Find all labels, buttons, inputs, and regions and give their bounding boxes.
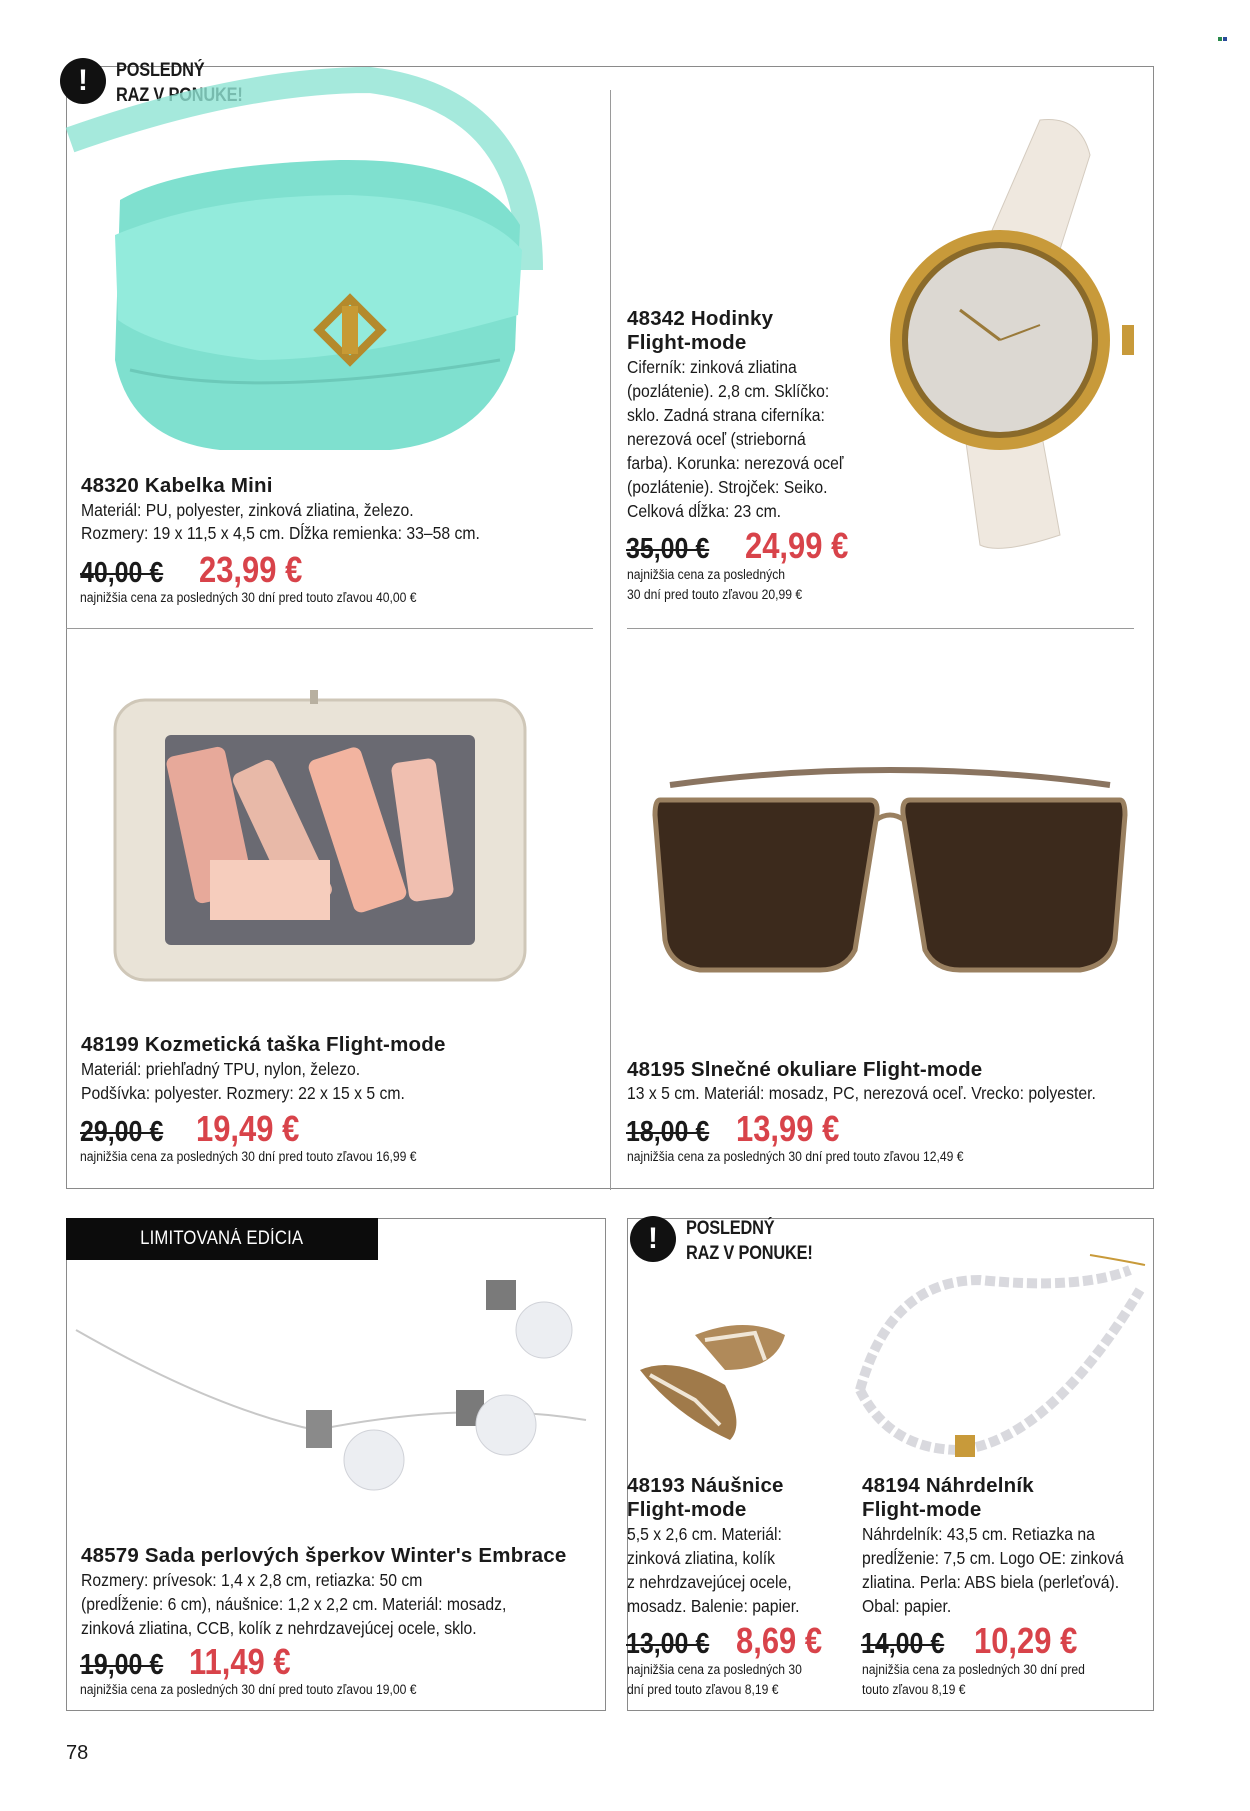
exclamation-icon-2: ! bbox=[630, 1216, 676, 1262]
product-48195-desc-1: 13 x 5 cm. Materiál: mosadz, PC, nerezová oceľ. Vrecko: polyester. bbox=[627, 1083, 1096, 1103]
last-offer-badge-2 bbox=[686, 1216, 813, 1266]
top-divider-left bbox=[66, 628, 593, 629]
product-48320-lowest: najnižšia cena za posledných 30 dní pred touto zľavou 40,00 € bbox=[80, 590, 417, 605]
product-48193-desc-1: 5,5 x 2,6 cm. Materiál: bbox=[627, 1524, 782, 1544]
exclamation-icon: ! bbox=[60, 58, 106, 104]
product-48320-title: 48320 Kabelka Mini bbox=[81, 474, 273, 497]
product-48193-lowest-1: najnižšia cena za posledných 30 bbox=[627, 1662, 802, 1677]
badge-2-line-1: POSLEDNÝ bbox=[686, 1218, 775, 1239]
product-48342-title-1: 48342 Hodinky bbox=[627, 307, 774, 330]
product-48579-desc-2: (predĺženie: 6 cm), náušnice: 1,2 x 2,2 cm. Materiál: mosadz, bbox=[81, 1594, 507, 1614]
necklace-image bbox=[850, 1250, 1150, 1470]
product-48342-new-price: 24,99 € bbox=[745, 525, 849, 566]
product-48194-new-price: 10,29 € bbox=[974, 1620, 1078, 1661]
product-48579-new-price: 11,49 € bbox=[189, 1641, 291, 1682]
product-48579-desc-1: Rozmery: prívesok: 1,4 x 2,8 cm, retiazka: 50 cm bbox=[81, 1570, 423, 1590]
product-48194-desc-3: zliatina. Perla: ABS biela (perleťová). bbox=[862, 1572, 1120, 1592]
product-48195-title: 48195 Slnečné okuliare Flight-mode bbox=[627, 1058, 983, 1081]
product-48194-old-price: 14,00 € bbox=[861, 1628, 945, 1660]
product-48194-lowest-2: touto zľavou 8,19 € bbox=[862, 1682, 966, 1697]
product-48193-desc-2: zinková zliatina, kolík bbox=[627, 1548, 775, 1568]
product-48320-desc-2: Rozmery: 19 x 11,5 x 4,5 cm. Dĺžka remienka: 33–58 cm. bbox=[81, 523, 480, 543]
product-48193-desc-3: z nehrdzavejúcej ocele, bbox=[627, 1572, 792, 1592]
product-48193-lowest-2: dní pred touto zľavou 8,19 € bbox=[627, 1682, 779, 1697]
product-48342-lowest-2: 30 dní pred touto zľavou 20,99 € bbox=[627, 587, 803, 602]
product-48579-desc-3: zinková zliatina, CCB, kolík z nehrdzavejúcej ocele, sklo. bbox=[81, 1618, 477, 1638]
limited-edition-text: LIMITOVANÁ EDÍCIA bbox=[140, 1228, 304, 1249]
product-48342-desc-7: Celková dĺžka: 23 cm. bbox=[627, 501, 782, 521]
limited-edition-label bbox=[66, 1218, 378, 1260]
product-48194-title-1: 48194 Náhrdelník bbox=[862, 1474, 1034, 1497]
product-48579-title: 48579 Sada perlových šperkov Winter's Embrace bbox=[81, 1544, 567, 1567]
product-48194-lowest-1: najnižšia cena za posledných 30 dní pred bbox=[862, 1662, 1085, 1677]
badge-line-2: RAZ V PONUKE! bbox=[116, 85, 243, 106]
cosmetic-bag-image bbox=[110, 690, 530, 990]
product-48194-desc-2: predĺženie: 7,5 cm. Logo OE: zinková bbox=[862, 1548, 1124, 1568]
top-divider-vertical bbox=[610, 90, 611, 1190]
top-divider-right bbox=[627, 628, 1134, 629]
product-48342-old-price: 35,00 € bbox=[626, 533, 710, 565]
product-48199-lowest: najnižšia cena za posledných 30 dní pred touto zľavou 16,99 € bbox=[80, 1149, 417, 1164]
product-48199-desc-1: Materiál: priehľadný TPU, nylon, železo. bbox=[81, 1059, 361, 1079]
product-48579-old-price: 19,00 € bbox=[80, 1649, 164, 1681]
product-48342-desc-3: sklo. Zadná strana ciferníka: bbox=[627, 405, 825, 425]
product-48194-desc-4: Obal: papier. bbox=[862, 1596, 952, 1616]
product-48193-title-2: Flight-mode bbox=[627, 1498, 747, 1521]
product-48320-new-price: 23,99 € bbox=[199, 549, 303, 590]
product-48193-new-price: 8,69 € bbox=[736, 1620, 823, 1661]
product-48199-new-price: 19,49 € bbox=[196, 1108, 300, 1149]
product-48195-old-price: 18,00 € bbox=[626, 1116, 710, 1148]
product-48342-title-2: Flight-mode bbox=[627, 331, 747, 354]
badge-2-line-2: RAZ V PONUKE! bbox=[686, 1243, 813, 1264]
product-48193-desc-4: mosadz. Balenie: papier. bbox=[627, 1596, 800, 1616]
product-48579-lowest: najnižšia cena za posledných 30 dní pred touto zľavou 19,00 € bbox=[80, 1682, 417, 1697]
earrings-image bbox=[635, 1315, 805, 1445]
product-48342-desc-5: farba). Korunka: nerezová oceľ bbox=[627, 453, 844, 473]
product-48320-old-price: 40,00 € bbox=[80, 557, 164, 589]
product-48342-desc-2: (pozlátenie). 2,8 cm. Sklíčko: bbox=[627, 381, 830, 401]
product-48195-lowest: najnižšia cena za posledných 30 dní pred touto zľavou 12,49 € bbox=[627, 1149, 964, 1164]
watch-image bbox=[890, 115, 1135, 555]
pearl-jewelry-set-image bbox=[66, 1260, 596, 1540]
product-48199-old-price: 29,00 € bbox=[80, 1116, 164, 1148]
product-48342-desc-6: (pozlátenie). Strojček: Seiko. bbox=[627, 477, 828, 497]
product-48199-title: 48199 Kozmetická taška Flight-mode bbox=[81, 1033, 446, 1056]
sunglasses-image bbox=[640, 760, 1140, 1000]
product-48193-title-1: 48193 Náušnice bbox=[627, 1474, 784, 1497]
product-48342-desc-4: nerezová oceľ (strieborná bbox=[627, 429, 806, 449]
product-48342-desc-1: Ciferník: zinková zliatina bbox=[627, 357, 797, 377]
product-48194-title-2: Flight-mode bbox=[862, 1498, 982, 1521]
product-48199-desc-2: Podšívka: polyester. Rozmery: 22 x 15 x 5 cm. bbox=[81, 1083, 405, 1103]
product-48342-lowest-1: najnižšia cena za posledných bbox=[627, 567, 786, 582]
product-48194-desc-1: Náhrdelník: 43,5 cm. Retiazka na bbox=[862, 1524, 1095, 1544]
corner-mark-icon bbox=[1218, 36, 1228, 42]
mini-handbag-image bbox=[60, 60, 560, 480]
page-number: 78 bbox=[66, 1742, 89, 1764]
product-48195-new-price: 13,99 € bbox=[736, 1108, 840, 1149]
product-48320-desc-1: Materiál: PU, polyester, zinková zliatina, železo. bbox=[81, 500, 414, 520]
badge-line-1: POSLEDNÝ bbox=[116, 60, 205, 81]
product-48193-old-price: 13,00 € bbox=[626, 1628, 710, 1660]
